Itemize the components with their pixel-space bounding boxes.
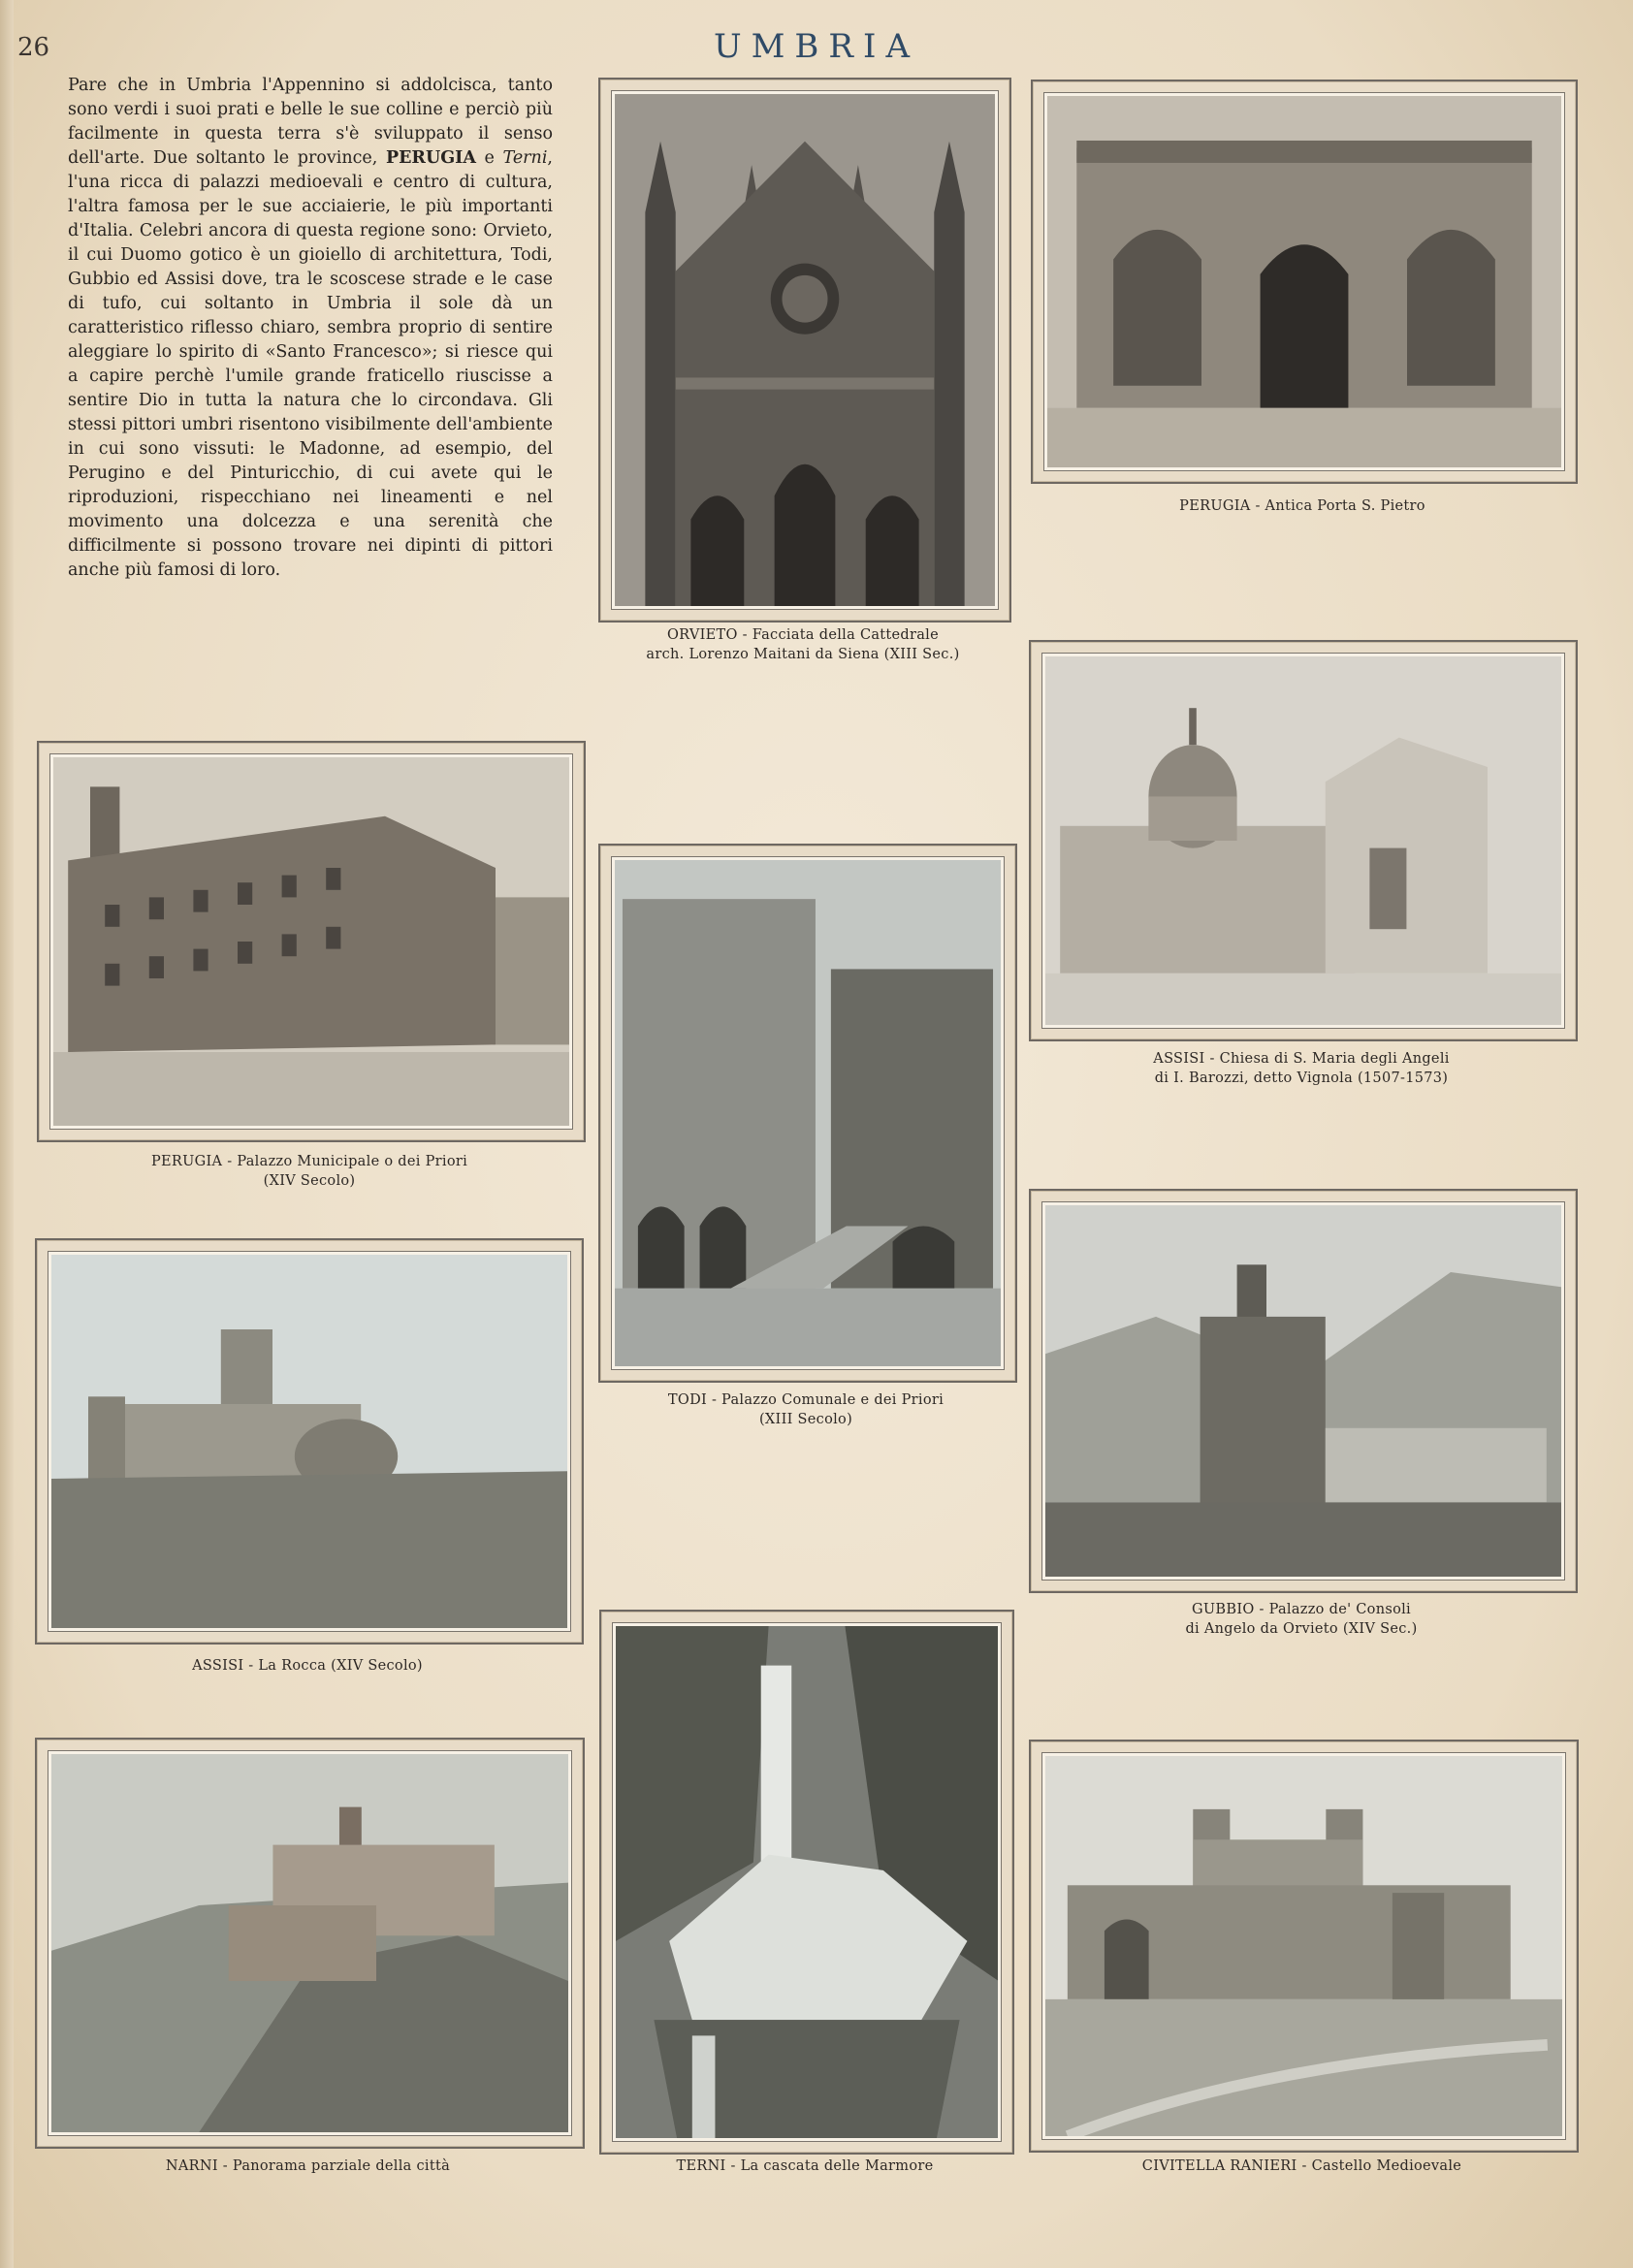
photo-card-santa-maria-angeli — [1029, 640, 1578, 1041]
caption-rocca — [35, 1656, 580, 1676]
intro-segment: e — [475, 148, 503, 168]
caption-todi — [598, 1390, 1013, 1429]
binding-edge — [0, 0, 14, 2268]
caption-line: PERUGIA - Palazzo Municipale o dei Priori — [150, 1154, 468, 1169]
photo-narni-panorama — [48, 1751, 571, 2135]
caption-line: di I. Barozzi, detto Vignola (1507-1573) — [1154, 1070, 1449, 1086]
photo-card-rocca — [35, 1238, 584, 1645]
intro-segment: Terni — [502, 148, 548, 168]
caption-line: arch. Lorenzo Maitani da Siena (XIII Sec.) — [646, 647, 960, 662]
todi-illustration — [615, 860, 1001, 1366]
fortress-illustration — [51, 1255, 567, 1628]
intro-segment: , l'una ricca di palazzi medioevali e centro di cultura, l'altra famosa per le sue acciaierie, le più importanti d'Italia. Celebri ancora di questa regione sono: Orvieto, il cui Duomo gotico è un gioiello di architettura, Todi, Gubbio ed Assisi dove, tra le scoscese strade e le case di tufo, cui soltanto in Umbria il sole dà un caratteristico riflesso chiaro, sembra proprio di sentire aleggiare lo spirito di «Santo Francesco»; si riesce qui a capire perchè l'umile grande fraticello riuscisse a sentire Dio in tutta la natura che lo circondava. Gli stessi pittori umbri risentono visibilmente dell'ambiente in cui sono vissuti: le Madonne, ad esempio, del Perugino e del Pinturicchio, di cui avete qui le riproduzioni, rispecchiano nei lineamenti e nel movimento una dolcezza e una serenità che difficilmente si possono trovare nei dipinti di pittori anche più famosi di loro. — [68, 148, 553, 580]
caption-terni — [599, 2156, 1010, 2176]
photo-card-palazzo-priori — [37, 741, 586, 1142]
photo-todi-palazzo — [612, 857, 1004, 1369]
intro-segment: PERUGIA — [385, 148, 476, 168]
caption-palazzo-priori — [37, 1152, 582, 1191]
intro-paragraph — [68, 74, 553, 583]
photo-porta-san-pietro — [1044, 93, 1564, 470]
caption-line: TERNI - La cascata delle Marmore — [676, 2158, 934, 2174]
photo-card-narni — [35, 1738, 585, 2149]
photo-card-todi — [598, 844, 1017, 1383]
caption-civitella — [1029, 2156, 1575, 2176]
gate-illustration — [1047, 96, 1561, 467]
photo-card-terni — [599, 1610, 1014, 2155]
photo-terni-marmore — [613, 1623, 1001, 2141]
gubbio-illustration — [1045, 1205, 1561, 1577]
caption-line: TODI - Palazzo Comunale e dei Priori — [667, 1392, 945, 1408]
caption-line: ASSISI - La Rocca (XIV Secolo) — [192, 1658, 423, 1674]
intro-text — [68, 74, 553, 583]
caption-line: PERUGIA - Antica Porta S. Pietro — [1179, 498, 1425, 514]
caption-line: ORVIETO - Facciata della Cattedrale — [666, 627, 940, 643]
photo-santa-maria-angeli — [1042, 654, 1564, 1028]
cathedral-illustration — [615, 94, 995, 606]
photo-palazzo-priori — [50, 754, 572, 1129]
photo-gubbio-consoli — [1042, 1202, 1564, 1580]
photo-rocca-assisi — [48, 1252, 570, 1631]
caption-line: ASSISI - Chiesa di S. Maria degli Angeli — [1153, 1051, 1450, 1067]
caption-gubbio — [1029, 1600, 1574, 1639]
castle-illustration — [1045, 1756, 1562, 2136]
caption-line: (XIII Secolo) — [758, 1412, 853, 1427]
photo-card-porta-san-pietro — [1031, 80, 1578, 484]
caption-line: GUBBIO - Palazzo de' Consoli — [1192, 1602, 1411, 1617]
intro-segment: Pare che in Umbria l'Appennino si addolcisca, tanto sono verdi i suoi prati e belle le sue colline e perciò più facilmente in questa terra s'è sviluppato il senso dell'arte. Due soltanto le province, — [68, 76, 553, 168]
photo-card-gubbio — [1029, 1189, 1578, 1593]
caption-orvieto — [582, 625, 1024, 664]
caption-porta-san-pietro — [1031, 496, 1574, 516]
page-title: UMBRIA — [713, 27, 920, 66]
narni-illustration — [51, 1754, 568, 2132]
page-number: 26 — [17, 33, 50, 62]
waterfall-illustration — [616, 1626, 998, 2138]
caption-line: CIVITELLA RANIERI - Castello Medioevale — [1141, 2158, 1462, 2174]
caption-line: NARNI - Panorama parziale della città — [165, 2158, 451, 2174]
caption-narni — [35, 2156, 581, 2176]
photo-card-civitella — [1029, 1740, 1579, 2153]
photo-civitella-castello — [1042, 1753, 1565, 2139]
caption-line: di Angelo da Orvieto (XIV Sec.) — [1185, 1621, 1418, 1637]
photo-card-orvieto — [598, 78, 1011, 623]
palazzo-illustration — [53, 757, 569, 1126]
basilica-illustration — [1045, 656, 1561, 1025]
caption-santa-maria-angeli — [1029, 1049, 1574, 1088]
photo-orvieto-cathedral — [612, 91, 998, 609]
caption-line: (XIV Secolo) — [263, 1173, 356, 1189]
